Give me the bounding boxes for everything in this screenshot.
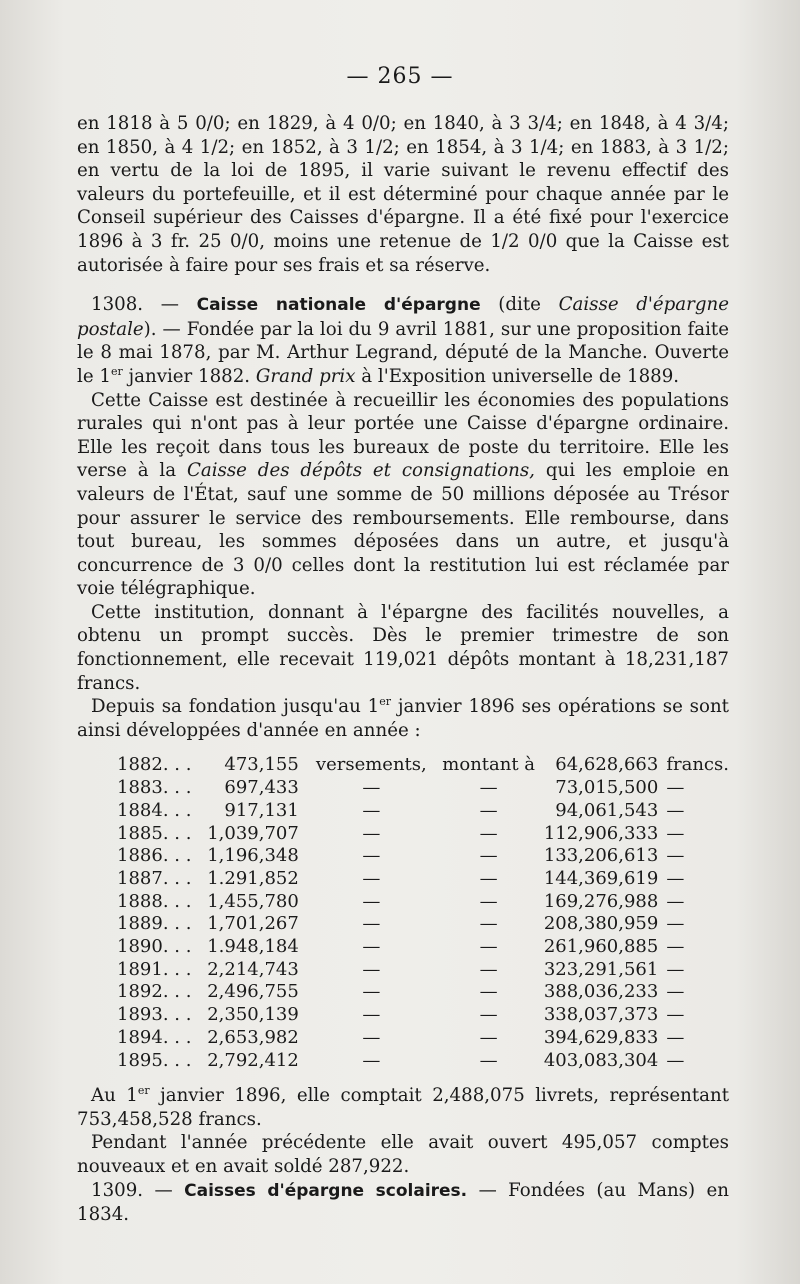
row-word-2: — (479, 890, 498, 912)
row-currency: — (666, 1026, 685, 1048)
row-year (117, 959, 207, 982)
row-word-2: — (479, 1049, 498, 1071)
row-currency: — (666, 958, 685, 980)
row-year-value: 1891 (117, 958, 163, 980)
row-word-2: — (479, 867, 498, 889)
caisse-depots-label: Caisse des dépôts et consignations, (186, 460, 535, 482)
row-deposits: 2,214,743 (207, 958, 299, 980)
row-word-1: — (362, 958, 381, 980)
table-row (117, 800, 729, 823)
row-deposits: 1,196,348 (207, 845, 299, 867)
table-row (117, 913, 729, 936)
row-amount: 323,291,561 (543, 958, 659, 980)
row-currency: — (666, 981, 685, 1003)
table-row (117, 777, 729, 800)
row-word-1: — (362, 845, 381, 867)
row-currency: — (666, 867, 685, 889)
row-year-value: 1885 (117, 822, 163, 844)
row-dots: . . . (162, 777, 192, 799)
section-1308-sup: er (110, 364, 123, 378)
row-deposits: 917,131 (224, 799, 299, 821)
row-year (117, 754, 207, 777)
row-currency: — (666, 777, 685, 799)
row-deposits: 1,701,267 (207, 913, 299, 935)
paragraph-livrets (77, 1084, 729, 1131)
row-word-2: — (479, 958, 498, 980)
row-currency: — (666, 913, 685, 935)
row-year (117, 1027, 207, 1050)
section-1309-paragraph (77, 1179, 729, 1227)
para-5-part-b: janvier 1896, elle comptait 2,488,075 livrets, représentant 753,458,528 francs. (77, 1085, 729, 1130)
row-amount: 94,061,543 (555, 799, 659, 821)
row-deposits: 1,039,707 (207, 822, 299, 844)
row-currency: — (666, 890, 685, 912)
table-row (117, 1050, 729, 1073)
row-word-2: montant à (442, 754, 536, 776)
paragraph-accounts: Pendant l'année précédente elle avait ouvert 495,057 comptes nouveaux et en avait soldé 287,922. (77, 1132, 729, 1178)
intro-paragraph: en 1818 à 5 0/0; en 1829, à 4 0/0; en 1840, à 3 3/4; en 1848, à 4 3/4; en 1850, à 4 1/2; en 1852, à 3 1/2; en 1854, à 3 1/4; en 1883, à 3 1/2; en vertu de la loi de 1895, il varie suivant le revenu effectif des valeurs du portefeuille, et il est déterminé pour chaque année par le Conseil supérieur des Caisses d'épargne. Il a été fixé pour l'exercice 1896 à 3 fr. 25 0/0, moins une retenue de 1/2 0/0 que la Caisse est autorisée à faire pour ses frais et sa réserve. (77, 113, 729, 276)
row-word-1: — (362, 981, 381, 1003)
page-number: — 265 — (346, 64, 454, 89)
row-deposits: 473,155 (224, 754, 299, 776)
row-year-value: 1892 (117, 981, 163, 1003)
row-year-value: 1890 (117, 936, 163, 958)
row-amount: 394,629,833 (543, 1026, 659, 1048)
row-dots: . . . (162, 913, 192, 935)
row-dots: . . . (162, 1049, 192, 1071)
table-row (117, 845, 729, 868)
para-5-part-a: Au 1 (91, 1085, 138, 1107)
row-dots: . . . (162, 799, 192, 821)
row-year-value: 1888 (117, 890, 163, 912)
section-1308-title: Caisse nationale d'épargne (196, 295, 481, 316)
row-word-2: — (479, 1026, 498, 1048)
row-word-2: — (479, 822, 498, 844)
para-2-part-a: Cette Caisse est destinée à recueillir les économies des populations rurales qui n'ont pas à leur portée une Caisse d'épargne ordinaire. Elle les reçoit dans tous les bureaux de poste du territoire. Elle les verse à la (77, 389, 729, 482)
row-year (117, 1004, 207, 1027)
row-word-2: — (479, 799, 498, 821)
row-amount: 169,276,988 (543, 890, 659, 912)
row-word-1: — (362, 777, 381, 799)
row-year (117, 800, 207, 823)
section-1308-subtitle: Caisse d'épargne postale (77, 294, 729, 340)
row-amount: 64,628,663 (555, 754, 659, 776)
row-amount: 133,206,613 (543, 845, 659, 867)
row-word-1: — (362, 822, 381, 844)
row-amount: 338,037,373 (543, 1004, 659, 1026)
row-deposits: 2,496,755 (207, 981, 299, 1003)
row-year-value: 1883 (117, 777, 163, 799)
row-year-value: 1889 (117, 913, 163, 935)
row-currency: — (666, 936, 685, 958)
row-year (117, 777, 207, 800)
row-word-2: — (479, 913, 498, 935)
row-currency: — (666, 822, 685, 844)
row-dots: . . . (162, 754, 192, 776)
row-word-2: — (479, 1004, 498, 1026)
row-amount: 208,380,959 (543, 913, 659, 935)
row-year (117, 1050, 207, 1073)
row-amount: 73,015,500 (555, 777, 659, 799)
table-row (117, 959, 729, 982)
row-deposits: 1.948,184 (207, 936, 299, 958)
row-deposits: 697,433 (224, 777, 299, 799)
para-2-part-b: qui les emploie en valeurs de l'État, sauf une somme de 50 millions déposée au Trésor pour assurer le service des remboursements. Elle rembourse, dans tout bureau, les sommes déposées dans un autre, et jusqu'à concurrence de 3 0/0 celles dont la restitution lui est réclamée par voie télégraphique. (77, 460, 729, 600)
row-word-1: — (362, 1049, 381, 1071)
row-dots: . . . (162, 822, 192, 844)
row-currency: — (666, 1004, 685, 1026)
row-year-value: 1893 (117, 1004, 163, 1026)
row-word-1: — (362, 890, 381, 912)
row-deposits: 2,350,139 (207, 1004, 299, 1026)
row-word-1: — (362, 936, 381, 958)
section-1309-title: Caisses d'épargne scolaires. (184, 1180, 468, 1201)
row-year (117, 823, 207, 846)
section-1308-subtitle-close: ). (143, 318, 157, 340)
table-row (117, 1027, 729, 1050)
row-year (117, 981, 207, 1004)
deposits-table (117, 754, 729, 1072)
row-currency: francs. (666, 754, 729, 776)
row-year-value: 1887 (117, 867, 163, 889)
row-year-value: 1882 (117, 754, 163, 776)
row-dots: . . . (162, 981, 192, 1003)
row-year-value: 1895 (117, 1049, 163, 1071)
para-4-part-b: janvier 1896 ses opérations se sont ainsi développées d'année en année : (77, 696, 729, 741)
row-year (117, 913, 207, 936)
row-amount: 403,083,304 (543, 1049, 659, 1071)
row-word-2: — (479, 981, 498, 1003)
row-year-value: 1884 (117, 799, 163, 821)
grand-prix-label: Grand prix (255, 365, 356, 387)
section-1309-number: 1309. — (91, 1179, 173, 1201)
row-word-1: — (362, 913, 381, 935)
section-1309-text: — Fondées (au Mans) en 1834. (77, 1179, 729, 1226)
section-1308-text-b: janvier 1882. (122, 365, 251, 387)
section-1308-paragraph (77, 293, 729, 388)
row-deposits: 1.291,852 (207, 867, 299, 889)
row-year-value: 1886 (117, 845, 163, 867)
row-word-1: versements, (315, 754, 427, 776)
row-currency: — (666, 845, 685, 867)
row-amount: 112,906,333 (543, 822, 659, 844)
paragraph-operations-intro (77, 695, 729, 742)
row-deposits: 1,455,780 (207, 890, 299, 912)
section-1308-text-a: — Fondée par la loi du 9 avril 1881, sur une proposition faite le 8 mai 1878, par M. Arthur Legrand, député de la Manche. Ouverte le 1 (77, 318, 729, 387)
row-currency: — (666, 799, 685, 821)
row-word-1: — (362, 799, 381, 821)
row-amount: 261,960,885 (543, 936, 659, 958)
paragraph-caisse-purpose (77, 389, 729, 601)
para-5-sup: er (137, 1084, 150, 1098)
row-dots: . . . (162, 1004, 192, 1026)
table-row (117, 754, 729, 777)
row-word-2: — (479, 777, 498, 799)
row-year-value: 1894 (117, 1026, 163, 1048)
row-word-2: — (479, 936, 498, 958)
section-1308-number: 1308. — (91, 294, 179, 316)
para-4-part-a: Depuis sa fondation jusqu'au 1 (91, 696, 380, 718)
row-dots: . . . (162, 867, 192, 889)
row-amount: 144,369,619 (543, 867, 659, 889)
paragraph-success: Cette institution, donnant à l'épargne des facilités nouvelles, a obtenu un prompt succès. Dès le premier trimestre de son fonctionnement, elle recevait 119,021 dépôts montant à 18,231,187 francs. (77, 601, 729, 694)
prize-text: à l'Exposition universelle de 1889. (355, 365, 680, 387)
table-row (117, 981, 729, 1004)
row-year (117, 868, 207, 891)
table-row (117, 936, 729, 959)
table-row (117, 868, 729, 891)
row-currency: — (666, 1049, 685, 1071)
row-dots: . . . (162, 936, 192, 958)
table-row (117, 823, 729, 846)
row-year (117, 845, 207, 868)
page-body (77, 112, 729, 1227)
row-deposits: 2,653,982 (207, 1026, 299, 1048)
row-year (117, 936, 207, 959)
table-row (117, 891, 729, 914)
row-year (117, 891, 207, 914)
row-dots: . . . (162, 958, 192, 980)
row-dots: . . . (162, 845, 192, 867)
row-word-1: — (362, 1004, 381, 1026)
row-word-1: — (362, 1026, 381, 1048)
row-word-1: — (362, 867, 381, 889)
section-1308-subtitle-open: (dite (498, 294, 541, 316)
row-amount: 388,036,233 (543, 981, 659, 1003)
row-deposits: 2,792,412 (207, 1049, 299, 1071)
table-row (117, 1004, 729, 1027)
para-4-sup: er (379, 695, 392, 709)
row-dots: . . . (162, 1026, 192, 1048)
row-dots: . . . (162, 890, 192, 912)
row-word-2: — (479, 845, 498, 867)
